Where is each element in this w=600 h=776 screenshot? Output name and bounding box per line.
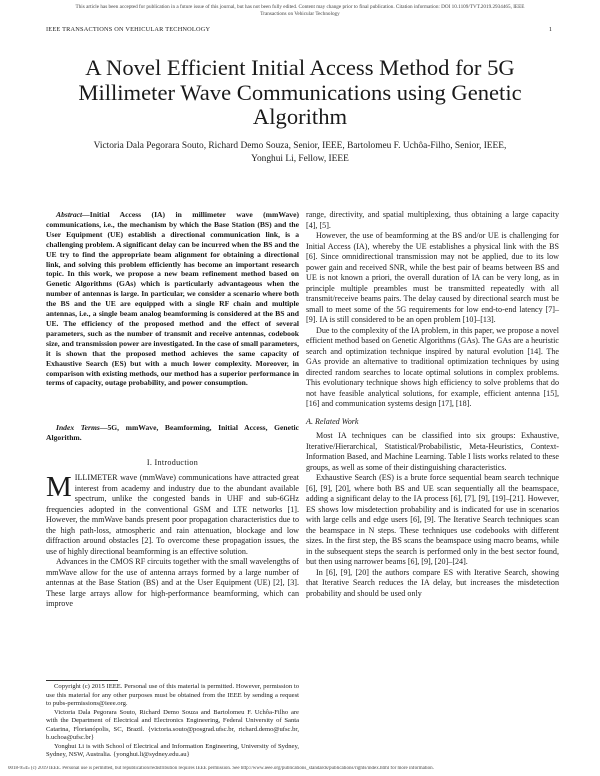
subsection-heading-related-work: A. Related Work [306,416,359,426]
index-terms-text: 5G, mmWave, Beamforming, Initial Access, Genetic Algorithm. [46,423,300,442]
intro-paragraph-1-text: ILLIMETER wave (mmWave) communications have attracted great interest from academy and industry due to the abundant available spectrum, unlike the congested bands in UHF and sub-6GHz frequencies adopted in the conventional GSM and LTE networks [1]. However, the mmWave bands present poor propagation characteristics due to the high path-loss, atmospheric and rain attenuation, blockage and low diffraction around obstacles [2]. To overcome these propagation issues, the use of highly directional beamforming is an effective solution. [46,473,299,556]
intro-paragraph-1 [46,473,299,557]
right-column [306,210,559,599]
author-list [60,140,540,165]
footer-copyright-line: 0018-9545 (c) 2019 IEEE. Personal use is permitted, but republication/redistribution requires IEEE permission. See http://www.ieee.org/publications_standards/publications/rights/index.html for more information. [8,766,434,771]
notice-line-1: This article has been accepted for publication in a future issue of this journal, but has not been fully edited. Content may change prior to final publication. Citation information: DOI 10.1109/TVT.2019.2934465, IEEE [75,4,525,10]
section-heading-introduction: I. Introduction [146,458,199,467]
right-paragraph-2: However, the use of beamforming at the BS and/or UE is challenging for Initial Access (IA), whereby the UE establishes a physical link with the BS [6]. Since omnidirectional transmission may not be applied, due to its low power gain and received SNR, while the best pair of beams between BS and UE is not known a priori, the overall duration of IA can be very long, as in principle multiple preambles must be transmitted repeatedly with all transmit/receive beams pairs. The delay caused by directional search must be small to meet some of the 5G requirements for low end-to-end latency [7]–[9]. IA is still considered to be an open problem [10]–[13]. [306,231,559,324]
abstract-text: Initial Access (IA) in millimeter wave (mmWave) communications, i.e., the mechanism by which the Base Station (BS) and the User Equipment (UE) establish a directional communication link, is a challenging problem. A significant delay can be incurred when the BS and the UE try to find the appropriate beam alignment for obtaining a directional link, and solving this problem efficiently has become an important research topic. In this work, we propose a new beam refinement method based on Genetic Algorithms (GAs) which is particularly advantageous when the number of antennas is large. In particular, we consider a scenario where both the BS and the UE are equipped with a single RF chain and multiple antennas, i.e., a single beam analog beamforming is considered at the BS and UE. The efficiency of the proposed method and the effect of several parameters, such as the number of transmit and receive antennas, codebook size, and transmission power are investigated. In the case of small parameters, it is shown that the proposed method achieves the same capacity of Exhaustive Search (ES) but with a much lower complexity. Moreover, in comparison with existing methods, our method has a superior performance in terms of capacity, outage probability, and power consumption. [46,210,299,388]
authors-line-2: Yonghui Li, Fellow, IEEE [251,153,349,164]
right-paragraph-4: Most IA techniques can be classified into six groups: Exhaustive, Iterative/Hierarchical, Statistical/Probabilistic, Meta-Heuristics, Context-Information Based, and Machine Learning. Table I lists works related to these groups, as well as some of their distinguishing characteristics. [306,431,559,472]
abstract [46,210,299,388]
paper-title: A Novel Efficient Initial Access Method for 5G Millimeter Wave Communications using Genetic Algorithm [78,55,522,129]
footnotes [46,683,299,760]
notice-line-2: Transactions on Vehicular Technology [260,11,340,17]
authors-line-1: Victoria Dala Pegorara Souto, Richard Demo Souza, Senior, IEEE, Bartolomeu F. Uchôa-Filho, Senior, IEEE, [93,141,507,151]
right-paragraph-6: In [6], [9], [20] the authors compare ES with Iterative Search, showing that Iterative Search reduces the IA delay, but increases the misdetection probability and should be used only [306,567,559,598]
publication-notice [8,4,592,18]
index-terms-label: Index Terms— [56,423,108,432]
introduction-body [46,473,299,610]
right-paragraph-3: Due to the complexity of the IA problem, in this paper, we propose a novel efficient method based on Genetic Algorithms (GAs). The GAs are a heuristic search and optimization technique inspired by natural evolution [14]. The GAs provide an alternative to traditional optimization techniques by using directed random searches to locate optimal solutions in complex problems. This evolutionary technique shows high efficiency to solve problems that do not have feasible analytical solutions, for example, efficient antenna [15], [16] and communication systems design [17], [18]. [306,325,559,408]
right-paragraph-5: Exhaustive Search (ES) is a brute force sequential beam search technique [6], [9], [20], where both BS and UE scan sequentially all the beamspace, adding a significant delay to the IA process [6], [7], [9], [19]–[21]. However, ES shows low misdetection probability and is indicated for use in scenarios with large cells and edge users [6], [9]. The Iterative Search techniques scan the beamspace in N steps. These techniques use codebooks with different sizes. In the first step, the BS scans the beamspace using macro beams, while in the subsequent steps the search is performed only in the best sector found, but then using narrower beams [6], [9], [20]–[24]. [306,473,559,566]
affiliation-footnote-2: Yonghui Li is with School of Electrical and Information Engineering, University of Sydney, Sydney, NSW, Australia. {yonghui.li@sydney.edu.au} [46,742,299,758]
drop-cap: M [46,471,72,503]
page-number: 1 [548,26,552,33]
affiliation-footnote-1: Victoria Dala Pegorara Souto, Richard Demo Souza and Bartolomeu F. Uchôa-Filho are with the Department of Electrical and Electronics Engineering, Federal University of Santa Catarina, Florianópolis, SC, Brazil. {victoria.souto@posgrad.ufsc.br, richard.demo@ufsc.br, b.uchoa@ufsc.br} [46,708,299,741]
copyright-footnote: Copyright (c) 2015 IEEE. Personal use of this material is permitted. However, permission to use this material for any other purposes must be obtained from the IEEE by sending a request to pubs-permissions@ieee.org. [46,683,299,707]
running-head: IEEE TRANSACTIONS ON VEHICULAR TECHNOLOGY [46,26,211,33]
abstract-label: Abstract— [56,210,90,219]
right-paragraph-1: range, directivity, and spatial multiplexing, thus obtaining a large capacity [4], [5]. [306,210,559,230]
intro-paragraph-2: Advances in the CMOS RF circuits together with the small wavelengths of mmWave allow for the use of antenna arrays formed by a large number of antennas at the Base Station (BS) and at the User Equipment (UE) [2], [3]. These large arrays allow for high-performance beamforming, which can improve [46,557,299,608]
footnote-rule [46,680,118,681]
index-terms [46,423,299,443]
